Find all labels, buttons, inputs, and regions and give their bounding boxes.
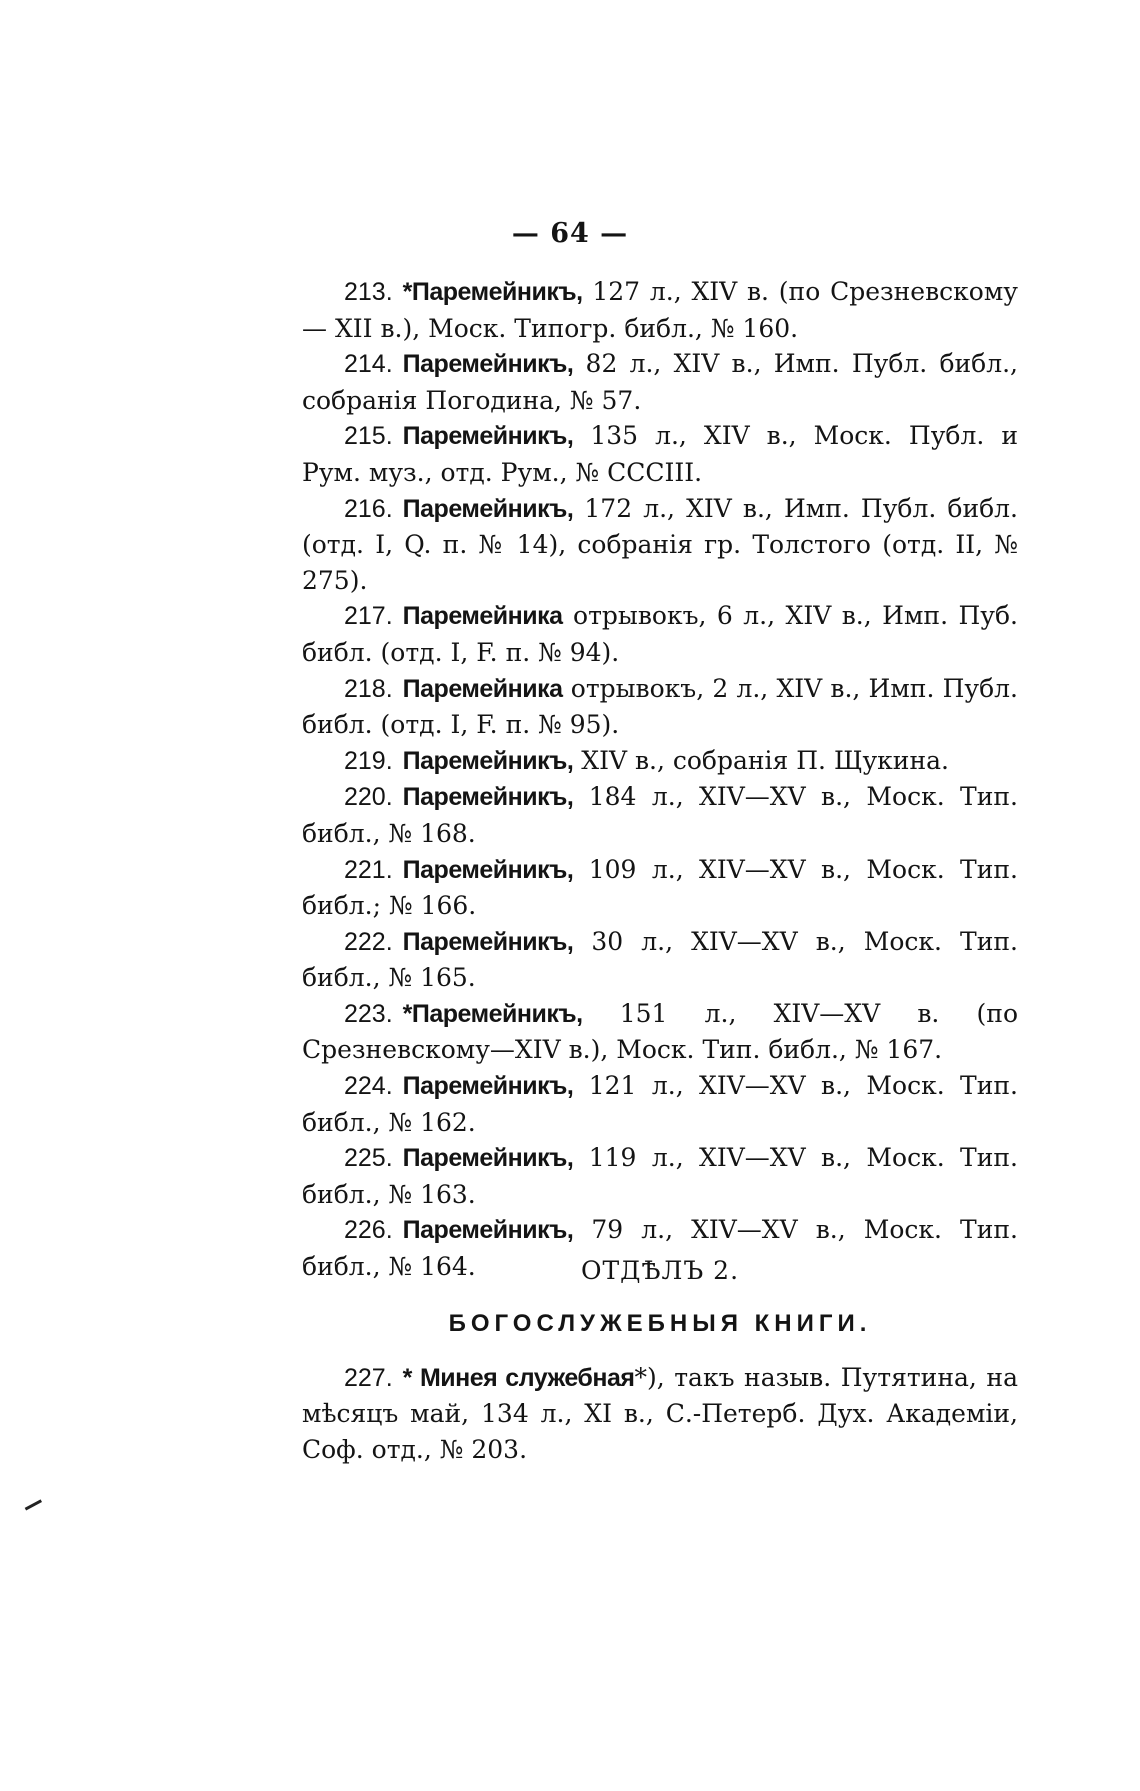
margin-mark (20, 1491, 42, 1511)
entry-number: 218. (344, 674, 393, 703)
entry-title: Паремейникъ, (402, 855, 574, 884)
entry-number: 227. (344, 1364, 393, 1392)
entry-number: 225. (344, 1144, 393, 1173)
entry-number: 226. (344, 1216, 393, 1245)
entry-details: 82 л., XIV в., Имп. Публ. библ., собранія Погодина, № 57. (302, 349, 1018, 415)
list-item (302, 274, 1018, 346)
entry-details: 121 л., XIV—XV в., Моск. Тип. библ., № 162. (302, 1071, 1018, 1137)
entry-title: Паремейника (402, 674, 563, 703)
entry-number: 214. (344, 350, 393, 379)
entry-number: 220. (344, 783, 393, 812)
entry-details: 109 л., XIV—XV в., Моск. Тип. библ.; № 166. (302, 854, 1018, 921)
entry-details: *), такъ назыв. Путятина, на мѣсяцъ май, 134 л., XI в., С.-Петерб. Дух. Академіи, Соф. отд., № 203. (302, 1363, 1018, 1464)
entry-title: Паремейникъ, (402, 494, 574, 523)
list-item (302, 418, 1018, 490)
entry-details: отрывокъ, 2 л., XIV в., Имп. Публ. библ. (отд. I, F. п. № 95). (302, 673, 1018, 740)
entry-details: 172 л., XIV в., Имп. Публ. библ. (отд. I, Q. п. № 14), собранія гр. Толстого (отд. II, № 275). (302, 493, 1018, 595)
list-item (302, 852, 1018, 924)
list-item (302, 743, 1018, 780)
page-number: — 64 — (511, 218, 629, 249)
entry-details: 184 л., XIV—XV в., Моск. Тип. библ., № 168. (302, 782, 1018, 848)
list-item (302, 924, 1018, 996)
entry-title: * Минея служебная (402, 1364, 635, 1392)
entry-number: 223. (344, 999, 393, 1028)
entry-title: *Паремейникъ, (402, 278, 583, 306)
entry-details: 151 л., XIV—XV в. (по Срезневскому—XIV в.), Моск. Тип. библ., № 167. (302, 998, 1018, 1065)
section-title: БОГОСЛУЖЕБНЫЯ КНИГИ. (448, 1310, 872, 1337)
entry-number: 216. (344, 494, 393, 523)
entry-number: 224. (344, 1072, 393, 1101)
list-item (302, 671, 1018, 743)
entry-details: 30 л., XIV—XV в., Моск. Тип. библ., № 165. (302, 926, 1018, 993)
entry-details: отрывокъ, 6 л., XIV в., Имп. Пуб. библ. (отд. I, F. п. № 94). (302, 601, 1019, 667)
entry-number: 215. (344, 422, 393, 451)
entry-details: 79 л., XIV—XV в., Моск. Тип. библ., № 164. (302, 1215, 1018, 1282)
entry-number: 221. (344, 855, 393, 884)
entry-title: Паремейникъ, (402, 350, 574, 379)
list-item (302, 491, 1018, 599)
list-item (302, 1140, 1018, 1212)
entry-details: 127 л., XIV в. (по Срезневскому — XII в.), Моск. Типогр. библ., № 160. (302, 277, 1018, 343)
entry-title: Паремейникъ, (402, 783, 574, 812)
entry-title: Паремейникъ, (402, 746, 574, 775)
entry-title: Паремейникъ, (402, 1144, 574, 1173)
entry-number: 222. (344, 927, 393, 956)
list-item (302, 1360, 1018, 1468)
entry-details: 119 л., XIV—XV в., Моск. Тип. библ., № 163. (302, 1143, 1018, 1209)
list-item (302, 1068, 1018, 1140)
list-item (302, 598, 1018, 670)
entry-title: Паремейника (402, 602, 563, 631)
entry-details: XIV в., собранія П. Щукина. (581, 745, 949, 775)
list-item (302, 346, 1018, 418)
list-item (302, 779, 1018, 851)
entry-title: Паремейникъ, (402, 927, 574, 956)
entry-number: 213. (344, 278, 393, 306)
entry-title: *Паремейникъ, (402, 999, 583, 1028)
entry-number: 217. (344, 602, 393, 631)
entry-title: Паремейникъ, (402, 1216, 574, 1245)
entry-title: Паремейникъ, (402, 422, 574, 451)
entry-list (302, 274, 1018, 1285)
entry-details: 135 л., XIV в., Моск. Публ. и Рум. муз., отд. Рум., № CCCIII. (302, 421, 1018, 487)
entry-number: 219. (344, 746, 393, 775)
section-heading: ОТДѢЛЪ 2. (580, 1256, 740, 1285)
entry-title: Паремейникъ, (402, 1072, 574, 1101)
list-item (302, 996, 1018, 1068)
entry-list-section-2 (302, 1360, 1018, 1468)
